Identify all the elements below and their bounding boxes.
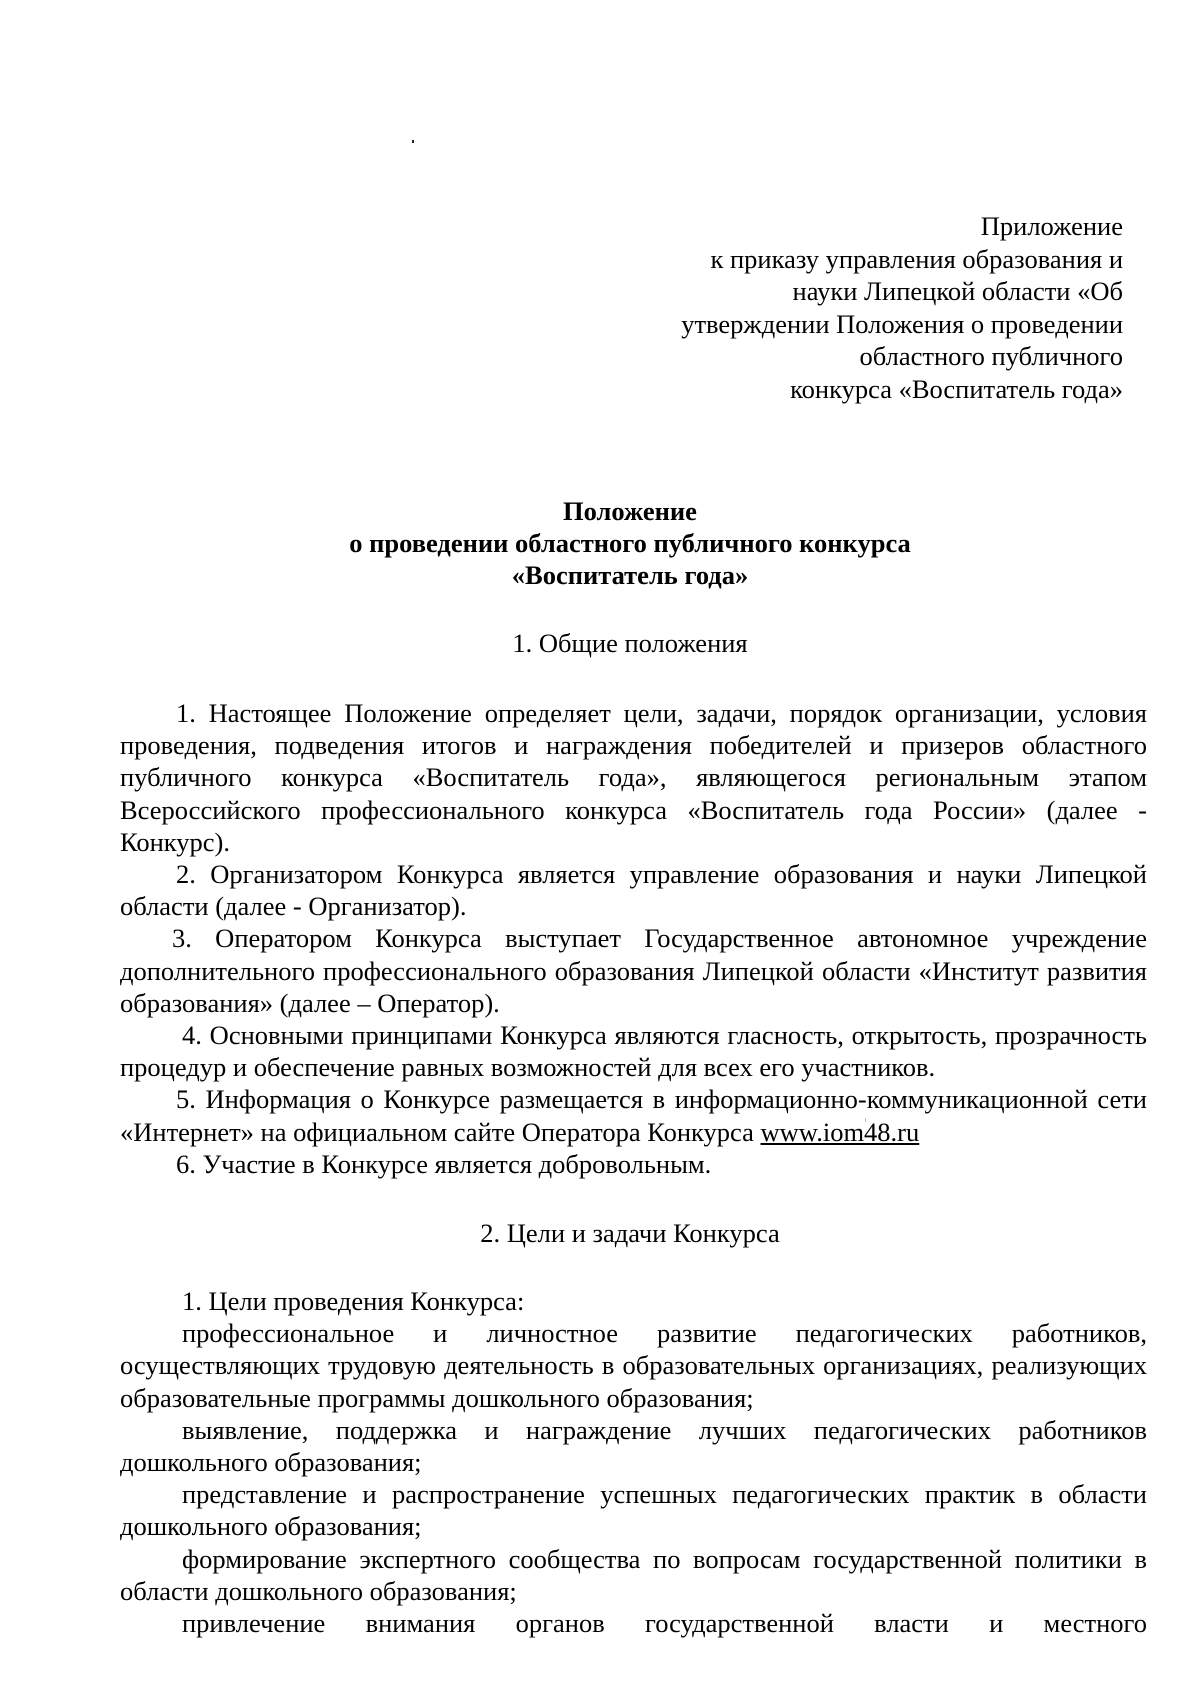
scan-speck [412,140,414,143]
paragraph [120,1083,1147,1147]
paragraph: 6. Участие в Конкурсе является добровольным. [176,1148,712,1179]
appendix-line: утверждении Положения о проведении [681,308,1123,339]
goal-item: выявление, поддержка и награждение лучших педагогических работников дошкольного образования; [120,1414,1147,1478]
appendix-header [681,210,1123,405]
section-1-heading: 1. Общие положения [512,628,748,658]
section-2-body [120,1285,1147,1639]
appendix-line: к приказу управления образования и [710,243,1123,274]
goal-item: привлечение внимания органов государственной власти и местного [182,1608,1147,1639]
section-2-heading: 2. Цели и задачи Конкурса [480,1218,780,1248]
paragraph: 2. Организатором Конкурса является управление образования и науки Липецкой области (далее - Организатор). [120,859,1147,922]
goal-item: формирование экспертного сообщества по вопросам государственной политики в области дошкольного образования; [120,1543,1147,1606]
appendix-line: областного публичного [859,341,1123,371]
paragraph: 4. Основными принципами Конкурса являются гласность, открытость, прозрачность процедур и обеспечение равных возможностей для всех его участников. [120,1020,1147,1083]
paragraph-text: 5. Информация о Конкурсе размещается в информационно-коммуникационной сети «Интернет» на официальном сайте Оператора Конкурса [120,1084,1147,1147]
list-item: 1. Цели проведения Конкурса: [182,1286,525,1316]
section-1-body [120,697,1147,1180]
website-link[interactable]: www.iom48.ru [760,1116,920,1147]
title-line: Положение [563,496,697,526]
appendix-line: науки Липецкой области «Об [792,276,1123,306]
appendix-line: конкурса «Воспитатель года» [790,373,1123,404]
paragraph: 1. Настоящее Положение определяет цели, задачи, порядок организации, условия проведения, подведения итогов и награждения победителей и призеров областного публичного конкурса «Воспитатель года», являющегося региональным этапом Всероссийского профессионального конкурса «Воспитатель года России» (далее - Конкурс). [120,698,1147,857]
goal-item: представление и распространение успешных педагогических практик в области дошкольного образования; [120,1479,1147,1542]
document-title [0,495,1200,591]
goal-item: профессиональное и личностное развитие педагогических работников, осуществляющих трудовую деятельность в образовательных организациях, реализующих образовательные программы дошкольного образования; [120,1318,1147,1413]
title-line: о проведении областного публичного конкурса [349,528,911,558]
title-line: «Воспитатель года» [511,560,749,590]
appendix-line: Приложение [980,211,1123,241]
paragraph: 3. Оператором Конкурса выступает Государственное автономное учреждение дополнительного профессионального образования Липецкой области «Институт развития образования» (далее – Оператор). [120,923,1147,1018]
